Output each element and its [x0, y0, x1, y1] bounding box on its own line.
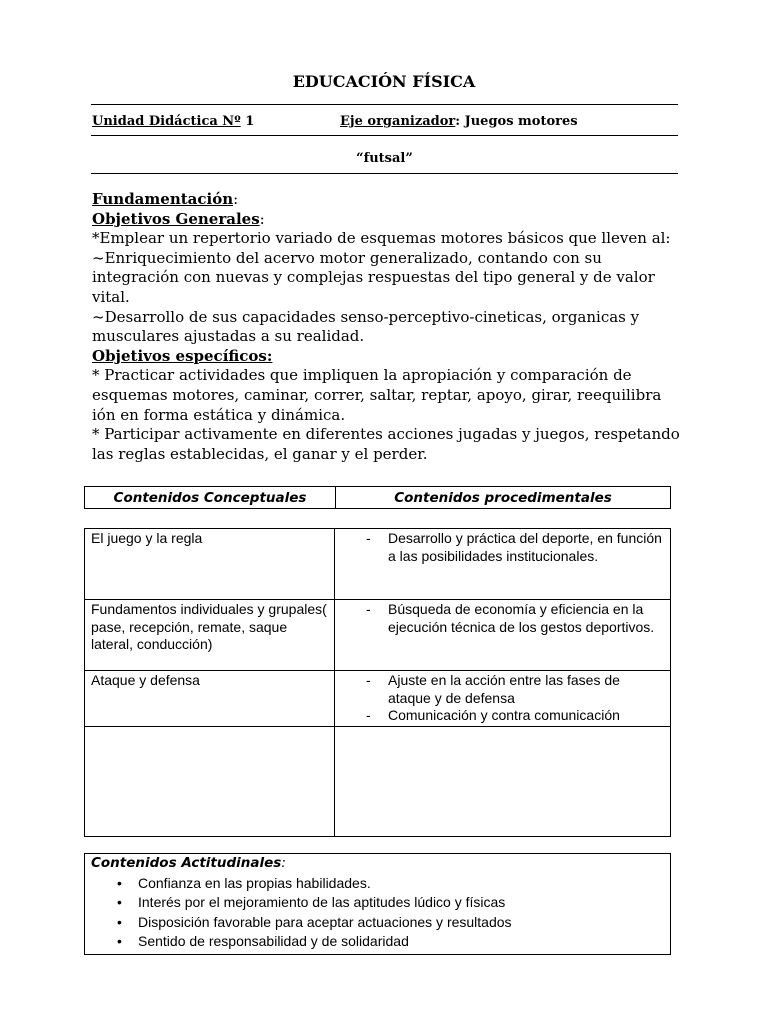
table-row-empty — [85, 726, 671, 836]
unit-label-text: Unidad Didáctica Nº — [92, 114, 241, 129]
attitudinal-item: • Disposición favorable para aceptar actuaciones y resultados — [91, 913, 664, 933]
objetivos-especificos-heading: Objetivos específicos: — [92, 346, 273, 365]
procedure-cell — [335, 671, 671, 727]
axis-label — [340, 114, 578, 129]
especificos-line: * Practicar actividades que impliquen la apropiación y comparación de esquemas motores, caminar, correr, saltar, reptar, apoyo, girar, reequilibra ión en forma estática y dinámica. — [92, 366, 662, 424]
generales-line: ~Desarrollo de sus capacidades senso-perceptivo-cineticas, organicas y musculares ajustadas a su realidad. — [92, 307, 640, 346]
axis-label-text: Eje organizador — [340, 114, 456, 129]
procedure-cell — [335, 600, 671, 671]
fundamentacion-heading: Fundamentación — [92, 190, 234, 208]
procedure-item: - Desarrollo y práctica del deporte, en función a las posibilidades institucionales. — [341, 530, 664, 565]
attitudinal-title-colon: : — [281, 855, 286, 871]
table-row — [85, 600, 671, 671]
procedure-cell — [335, 529, 671, 600]
table-row — [85, 671, 671, 727]
objectives-section: Fundamentación: Objetivos Generales: *Emplear un repertorio variado de esquemas motores básicos que lleven al: ~Enriquecimiento del acervo motor generalizado, contando con su integración con nuevas y complejas respuestas del tipo general y de valor vital. ~Desarrollo de sus capacidades senso-perceptivo-cineticas, organicas y musculares ajustadas a su realidad. Objetivos específicos: * Practicar actividades que impliquen la apropiación y comparación de esquemas motores, caminar, correr, saltar, reptar, apoyo, girar, reequilibra ión en forma estática y dinámica. * Participar activamente en diferentes acciones jugadas y juegos, respetando las reglas establecidas, el ganar y el perder. — [92, 190, 682, 464]
document-title: EDUCACIÓN FÍSICA — [292, 72, 476, 91]
content-table — [84, 528, 671, 837]
concept-cell — [85, 726, 335, 836]
procedure-item: - Comunicación y contra comunicación — [341, 707, 664, 725]
content-table-header — [84, 486, 671, 509]
unit-label — [92, 114, 254, 129]
attitudinal-box — [84, 853, 671, 955]
unit-number: 1 — [245, 114, 255, 129]
divider-top — [91, 104, 678, 105]
table-row — [85, 529, 671, 600]
concept-cell: Fundamentos individuales y grupales( pase, recepción, remate, saque lateral, conducción) — [85, 600, 335, 671]
axis-value: : Juegos motores — [455, 114, 578, 129]
attitudinal-item: • Sentido de responsabilidad y de solidaridad — [91, 932, 664, 952]
procedure-cell — [335, 726, 671, 836]
procedure-item: - Ajuste en la acción entre las fases de ataque y de defensa — [341, 672, 664, 707]
attitudinal-item: • Confianza en las propias habilidades. — [91, 874, 664, 894]
document-subtitle: “futsal” — [356, 151, 413, 166]
attitudinal-cell — [85, 854, 671, 955]
divider-middle — [91, 135, 678, 136]
header-procedural: Contenidos procedimentales — [336, 487, 671, 509]
header-conceptual: Contenidos Conceptuales — [85, 487, 336, 509]
especificos-line: * Participar activamente en diferentes acciones jugadas y juegos, respetando las reglas establecidas, el ganar y el perder. — [92, 425, 680, 463]
concept-cell: El juego y la regla — [85, 529, 335, 600]
procedure-item: - Búsqueda de economía y eficiencia en la ejecución técnica de los gestos deportivos. — [341, 601, 664, 636]
objetivos-generales-heading: Objetivos Generales — [92, 209, 260, 228]
generales-line: ~Enriquecimiento del acervo motor generalizado, contando con su integración con nuevas y complejas respuestas del tipo general y de valor vital. — [92, 248, 655, 306]
divider-bottom — [91, 173, 678, 174]
attitudinal-title-text: Contenidos Actitudinales — [91, 855, 282, 871]
attitudinal-title — [91, 854, 664, 874]
generales-line: *Emplear un repertorio variado de esquemas motores básicos que lleven al: — [92, 229, 671, 248]
concept-cell: Ataque y defensa — [85, 671, 335, 727]
attitudinal-item: • Interés por el mejoramiento de las aptitudes lúdico y físicas — [91, 893, 664, 913]
